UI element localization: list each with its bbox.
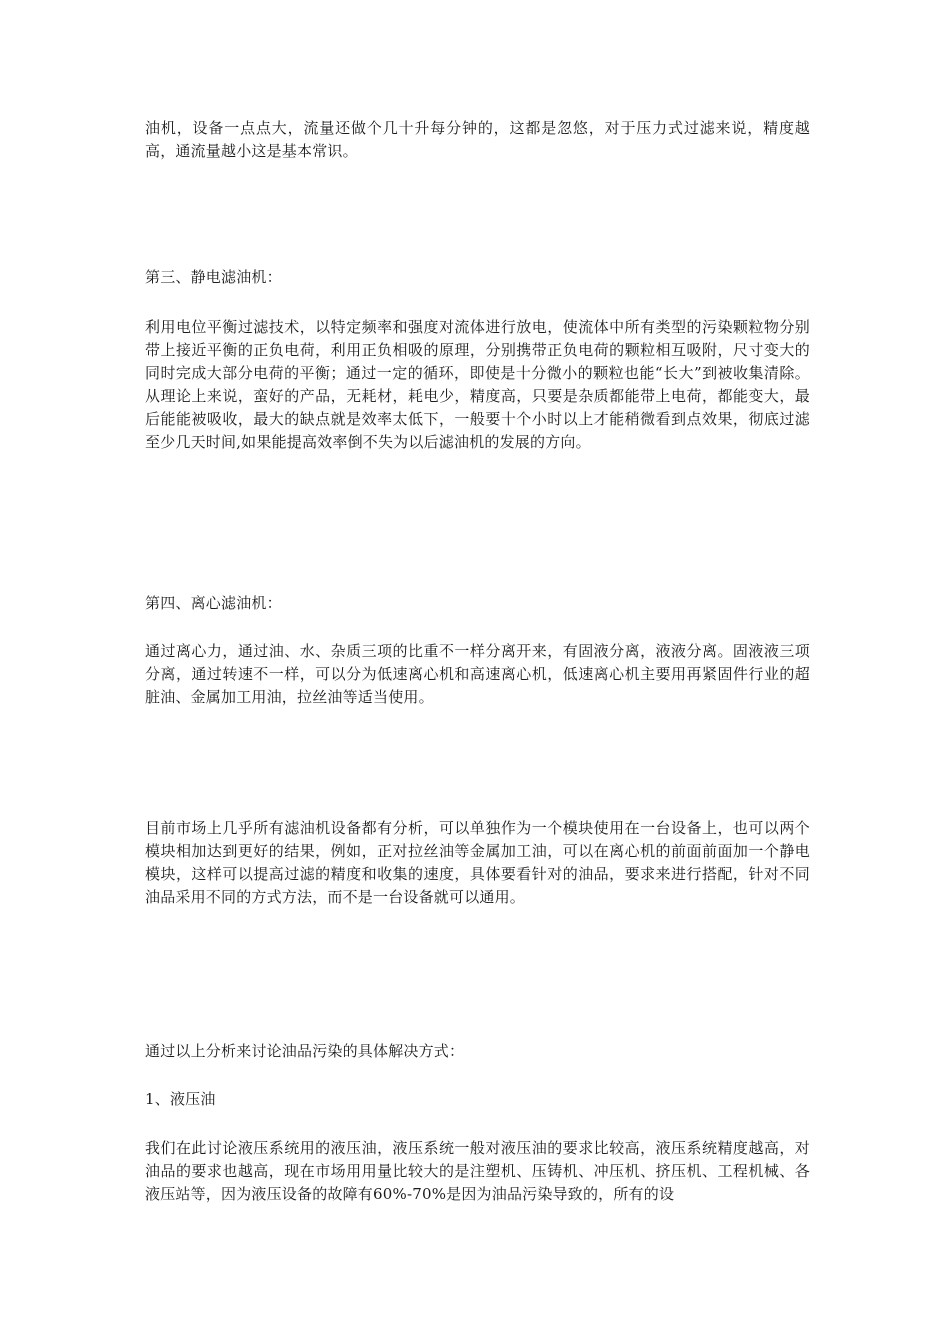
paragraph-solutions-intro: 通过以上分析来讨论油品污染的具体解决方式： bbox=[145, 1042, 465, 1060]
heading-centrifugal-filter: 第四、离心滤油机： bbox=[145, 594, 282, 612]
paragraph-centrifugal-filter: 通过离心力，通过油、水、杂质三项的比重不一样分离开来，有固液分离，液液分离。固液液三项分离，通过转速不一样，可以分为低速离心机和高速离心机，低速离心机主要用再紧固件行业的超脏油、金属加工用油，拉丝油等适当使用。 bbox=[145, 642, 810, 706]
paragraph-pressure-filter-note: 油机，设备一点点大，流量还做个几十升每分钟的，这都是忽悠，对于压力式过滤来说，精度越高，通流量越小这是基本常识。 bbox=[145, 119, 810, 160]
paragraph-hydraulic-oil: 我们在此讨论液压系统用的液压油，液压系统一般对液压油的要求比较高，液压系统精度越高，对油品的要求也越高，现在市场用用量比较大的是注塑机、压铸机、冲压机、挤压机、工程机械、各液压站等，因为液压设备的故障有60%-70%是因为油品污染导致的，所有的设 bbox=[145, 1139, 810, 1203]
heading-electrostatic-filter: 第三、静电滤油机： bbox=[145, 268, 282, 286]
paragraph-market-analysis: 目前市场上几乎所有滤油机设备都有分析，可以单独作为一个模块使用在一台设备上，也可以两个模块相加达到更好的结果，例如，正对拉丝油等金属加工油，可以在离心机的前面前面加一个静电模块，这样可以提高过滤的精度和收集的速度，具体要看针对的油品，要求来进行搭配，针对不同油品采用不同的方式方法，而不是一台设备就可以通用。 bbox=[145, 819, 810, 906]
paragraph-electrostatic-filter: 利用电位平衡过滤技术，以特定频率和强度对流体进行放电，使流体中所有类型的污染颗粒物分别带上接近平衡的正负电荷，利用正负相吸的原理，分别携带正负电荷的颗粒相互吸附，尺寸变大的同时完成大部分电荷的平衡；通过一定的循环，即使是十分微小的颗粒也能“长大”到被收集清除。从理论上来说，蛮好的产品，无耗材，耗电少，精度高，只要是杂质都能带上电荷，都能变大，最后能能被吸收，最大的缺点就是效率太低下，一般要十个小时以上才能稍微看到点效果，彻底过滤至少几天时间,如果能提高效率倒不失为以后滤油机的发展的方向。 bbox=[145, 318, 810, 451]
heading-hydraulic-oil: 1、液压油 bbox=[145, 1090, 216, 1108]
